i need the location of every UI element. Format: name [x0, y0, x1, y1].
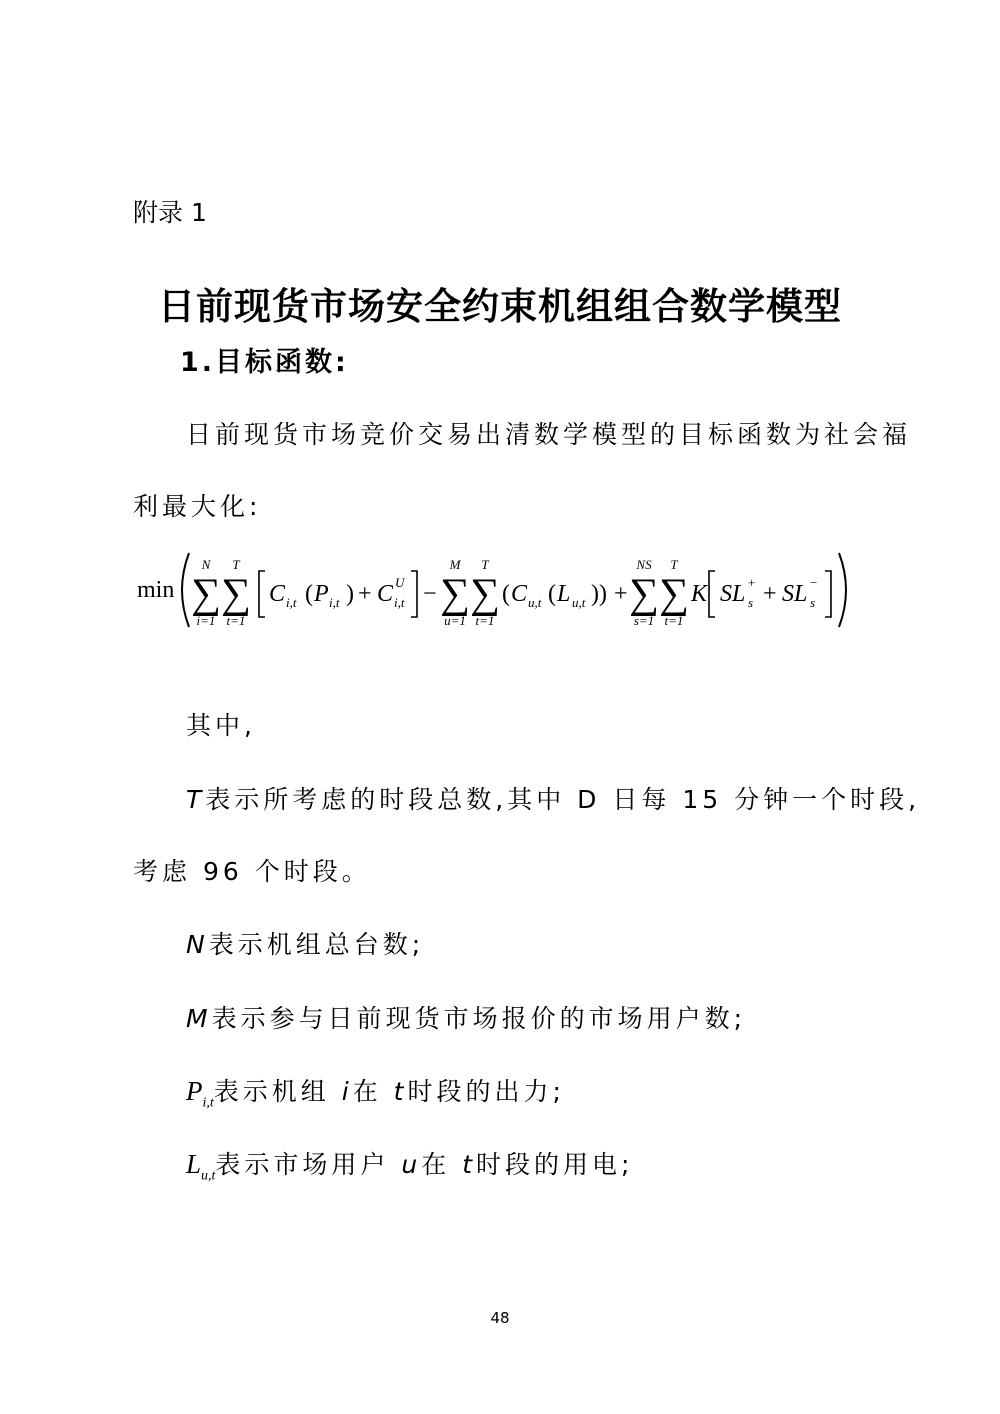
- sum-t1-symbol: ∑: [221, 571, 251, 617]
- right-bracket-2: [825, 571, 831, 617]
- load-symbol: L: [557, 581, 571, 607]
- paren-close-3: )): [591, 581, 607, 607]
- slack-plus-subscript: s: [748, 595, 754, 610]
- plus-1: +: [358, 581, 372, 607]
- load-subscript: u,t: [572, 595, 586, 610]
- definition-n: [186, 925, 424, 961]
- definition-m: [186, 999, 746, 1035]
- sum-u-symbol: ∑: [440, 571, 470, 617]
- symbol-t: T: [186, 785, 206, 814]
- sum-i-lower: i=1: [196, 613, 216, 628]
- definition-l: [186, 1145, 633, 1184]
- definition-l-text-c: 时段的用电;: [476, 1150, 634, 1179]
- document-title: 日前现货市场安全约束机组组合数学模型: [158, 287, 842, 328]
- sum-i-upper: N: [201, 557, 211, 572]
- cost-subscript: i,t: [286, 595, 297, 610]
- sum-s-symbol: ∑: [629, 571, 659, 617]
- definition-l-text-a: 表示市场用户: [215, 1150, 402, 1179]
- symbol-t-inline-2: t: [462, 1150, 476, 1179]
- sum-t2-symbol: ∑: [470, 571, 500, 617]
- min-operator: min: [137, 577, 175, 603]
- symbol-n: N: [186, 930, 209, 959]
- sum-u-upper: M: [449, 557, 461, 572]
- objective-function-formula: [135, 545, 865, 635]
- startup-cost-superscript: U: [395, 575, 405, 590]
- plus-2: +: [614, 581, 628, 607]
- plus-3: +: [763, 581, 777, 607]
- definition-p-text-c: 时段的出力;: [407, 1077, 565, 1106]
- left-bracket-1: [259, 571, 265, 617]
- paren-open-1: (: [305, 581, 313, 607]
- minus-sign: −: [423, 581, 437, 607]
- outer-left-paren: [182, 553, 189, 627]
- sum-u-lower: u=1: [444, 613, 466, 628]
- power-symbol: P: [314, 581, 329, 607]
- appendix-label: 附录 1: [133, 198, 207, 227]
- slack-minus-superscript: −: [810, 575, 818, 590]
- definition-l-text-b: 在: [421, 1150, 463, 1179]
- slack-plus-symbol: SL: [720, 581, 746, 607]
- definition-p: [186, 1072, 565, 1111]
- section-heading: 1.目标函数:: [180, 347, 349, 378]
- symbol-l: $L_{u,t}$: [186, 1149, 216, 1184]
- symbol-m: M: [186, 1004, 212, 1033]
- definition-n-text: 表示机组总台数;: [208, 930, 425, 959]
- slack-minus-subscript: s: [810, 595, 816, 610]
- left-bracket-2: [709, 571, 715, 617]
- user-cost-symbol: C: [511, 581, 528, 607]
- cost-symbol: C: [269, 581, 286, 607]
- paren-close-1: ): [346, 581, 354, 607]
- sum-t2-upper: T: [481, 557, 489, 572]
- definition-p-text-b: 在: [352, 1077, 394, 1106]
- startup-cost-subscript: i,t: [394, 595, 405, 610]
- sum-i-symbol: ∑: [191, 571, 221, 617]
- definition-p-text-a: 表示机组: [213, 1077, 342, 1106]
- sum-t3-lower: t=1: [664, 613, 684, 628]
- symbol-p: $P_{i,t}$: [186, 1076, 214, 1111]
- sum-t3-upper: T: [670, 557, 678, 572]
- intro-paragraph-line-2: 利最大化:: [133, 492, 262, 521]
- sum-t1-upper: T: [232, 557, 240, 572]
- sum-t3-symbol: ∑: [659, 571, 689, 617]
- definition-t-line-1: [186, 780, 920, 816]
- startup-cost-symbol: C: [377, 581, 394, 607]
- paren-open-2: (: [502, 581, 510, 607]
- paren-open-3: (: [548, 581, 556, 607]
- symbol-i: i: [341, 1077, 353, 1106]
- user-cost-subscript: u,t: [528, 595, 542, 610]
- sum-t2-lower: t=1: [475, 613, 495, 628]
- sum-s-upper: NS: [636, 557, 652, 572]
- power-subscript: i,t: [329, 595, 340, 610]
- definition-t-text: 表示所考虑的时段总数,其中 D 日每 15 分钟一个时段,: [205, 785, 921, 814]
- slack-plus-superscript: +: [748, 575, 756, 590]
- outer-right-paren: [839, 553, 846, 627]
- symbol-t-inline: t: [393, 1077, 408, 1106]
- where-label: 其中,: [186, 711, 256, 740]
- sum-s-lower: s=1: [633, 613, 655, 628]
- intro-paragraph-line-1: 日前现货市场竞价交易出清数学模型的目标函数为社会福: [186, 420, 912, 449]
- symbol-u: u: [401, 1150, 422, 1179]
- page-number: 48: [490, 1309, 510, 1327]
- right-bracket-1: [411, 571, 417, 617]
- penalty-coefficient: K: [691, 581, 708, 607]
- definition-m-text: 表示参与日前现货市场报价的市场用户数;: [211, 1004, 747, 1033]
- sum-t1-lower: t=1: [226, 613, 246, 628]
- slack-minus-symbol: SL: [782, 581, 808, 607]
- definition-t-line-2: 考虑 96 个时段。: [133, 857, 371, 886]
